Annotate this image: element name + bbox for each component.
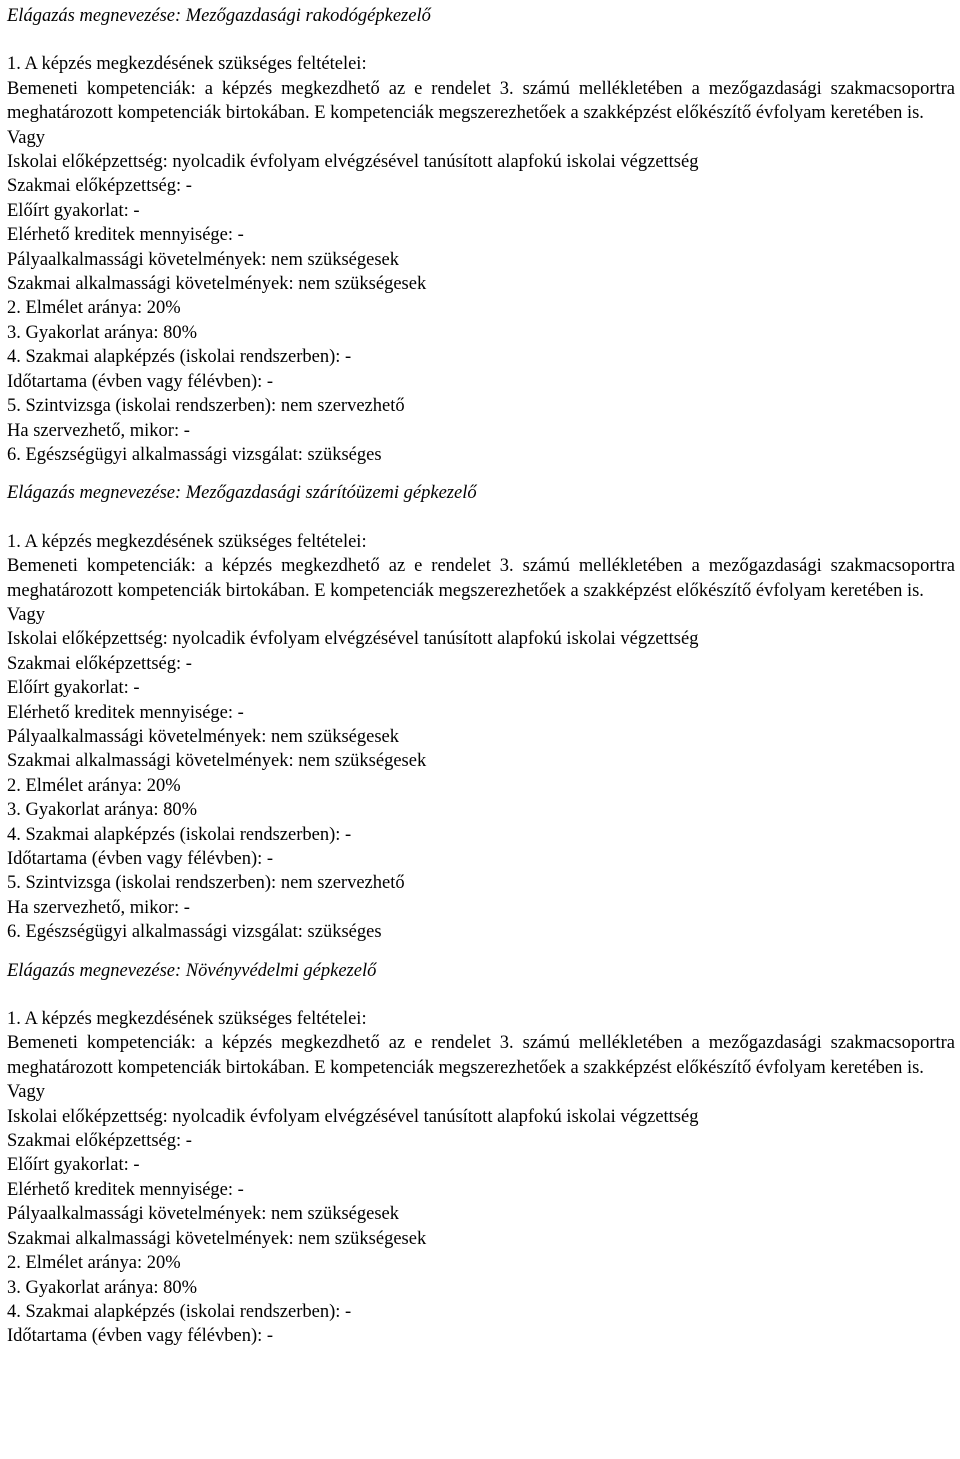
entry-competencies: Bemeneti kompetenciák: a képzés megkezdhető az e rendelet 3. számú mellékletében a mezőgazdasági szakmacsoportra meghatározott kompetenciák birtokában. E kompetenciák megszerezhetőek a szakképzést előkészítő évfolyam keretében is. [7, 78, 955, 124]
practice-ratio: 3. Gyakorlat aránya: 80% [7, 1277, 198, 1298]
requirements-title: 1. A képzés megkezdésének szükséges feltételei: [7, 1009, 367, 1030]
level-exam: 5. Szintvizsga (iskolai rendszerben): nem szervezhető [7, 873, 405, 894]
or-label: Vagy [7, 1082, 46, 1103]
school-prerequisite: Iskolai előképzettség: nyolcadik évfolyam elvégzésével tanúsított alapfokú iskolai végzettség [7, 629, 699, 650]
branch-heading: Elágazás megnevezése: Mezőgazdasági rakodógépkezelő [7, 6, 431, 26]
theory-ratio: 2. Elmélet aránya: 20% [7, 775, 181, 796]
branch-section-szaritouzemi-gepkezelo [7, 481, 955, 944]
branch-section-rakodogepkezelo [7, 4, 955, 467]
if-organized: Ha szervezhető, mikor: - [7, 420, 190, 441]
career-aptitude: Pályaalkalmassági követelmények: nem szükségesek [7, 1204, 399, 1225]
professional-aptitude: Szakmai alkalmassági követelmények: nem szükségesek [7, 1228, 427, 1249]
theory-ratio: 2. Elmélet aránya: 20% [7, 1253, 181, 1274]
available-credits: Elérhető kreditek mennyisége: - [7, 702, 244, 723]
required-practice: Előírt gyakorlat: - [7, 200, 140, 221]
health-exam: 6. Egészségügyi alkalmassági vizsgálat: szükséges [7, 922, 382, 943]
practice-ratio: 3. Gyakorlat aránya: 80% [7, 322, 198, 343]
available-credits: Elérhető kreditek mennyisége: - [7, 225, 244, 246]
duration: Időtartama (évben vagy félévben): - [7, 849, 274, 869]
requirements-title: 1. A képzés megkezdésének szükséges feltételei: [7, 54, 367, 75]
basic-training: 4. Szakmai alapképzés (iskolai rendszerben): - [7, 1301, 352, 1322]
basic-training: 4. Szakmai alapképzés (iskolai rendszerben): - [7, 824, 352, 845]
duration: Időtartama (évben vagy félévben): - [7, 371, 274, 392]
duration: Időtartama (évben vagy félévben): - [7, 1326, 274, 1347]
career-aptitude: Pályaalkalmassági követelmények: nem szükségesek [7, 726, 399, 747]
required-practice: Előírt gyakorlat: - [7, 1155, 140, 1176]
basic-training: 4. Szakmai alapképzés (iskolai rendszerben): - [7, 347, 352, 368]
school-prerequisite: Iskolai előképzettség: nyolcadik évfolyam elvégzésével tanúsított alapfokú iskolai végzettség [7, 1106, 699, 1127]
required-practice: Előírt gyakorlat: - [7, 678, 140, 699]
practice-ratio: 3. Gyakorlat aránya: 80% [7, 800, 198, 821]
branch-heading: Elágazás megnevezése: Mezőgazdasági szárítóüzemi gépkezelő [7, 483, 477, 504]
professional-prerequisite: Szakmai előképzettség: - [7, 176, 192, 197]
available-credits: Elérhető kreditek mennyisége: - [7, 1179, 244, 1200]
entry-competencies: Bemeneti kompetenciák: a képzés megkezdhető az e rendelet 3. számú mellékletében a mezőgazdasági szakmacsoportra meghatározott kompetenciák birtokában. E kompetenciák megszerezhetőek a szakképzést előkészítő évfolyam keretében is. [7, 1033, 955, 1078]
theory-ratio: 2. Elmélet aránya: 20% [7, 298, 181, 319]
professional-prerequisite: Szakmai előképzettség: - [7, 1131, 192, 1152]
requirements-title: 1. A képzés megkezdésének szükséges feltételei: [7, 531, 367, 552]
professional-aptitude: Szakmai alkalmassági követelmények: nem szükségesek [7, 274, 427, 295]
document-page [7, 0, 955, 1349]
entry-competencies: Bemeneti kompetenciák: a képzés megkezdhető az e rendelet 3. számú mellékletében a mezőgazdasági szakmacsoportra meghatározott kompetenciák birtokában. E kompetenciák megszerezhetőek a szakképzést előkészítő évfolyam keretében is. [7, 556, 955, 601]
level-exam: 5. Szintvizsga (iskolai rendszerben): nem szervezhető [7, 396, 405, 417]
professional-aptitude: Szakmai alkalmassági követelmények: nem szükségesek [7, 751, 427, 772]
branch-section-novenyvedelmi-gepkezelo [7, 959, 955, 1349]
school-prerequisite: Iskolai előképzettség: nyolcadik évfolyam elvégzésével tanúsított alapfokú iskolai végzettség [7, 152, 699, 173]
if-organized: Ha szervezhető, mikor: - [7, 897, 190, 918]
health-exam: 6. Egészségügyi alkalmassági vizsgálat: szükséges [7, 444, 382, 465]
or-label: Vagy [7, 604, 46, 625]
or-label: Vagy [7, 127, 46, 148]
professional-prerequisite: Szakmai előképzettség: - [7, 653, 192, 674]
branch-heading: Elágazás megnevezése: Növényvédelmi gépkezelő [7, 960, 377, 981]
career-aptitude: Pályaalkalmassági követelmények: nem szükségesek [7, 249, 399, 270]
